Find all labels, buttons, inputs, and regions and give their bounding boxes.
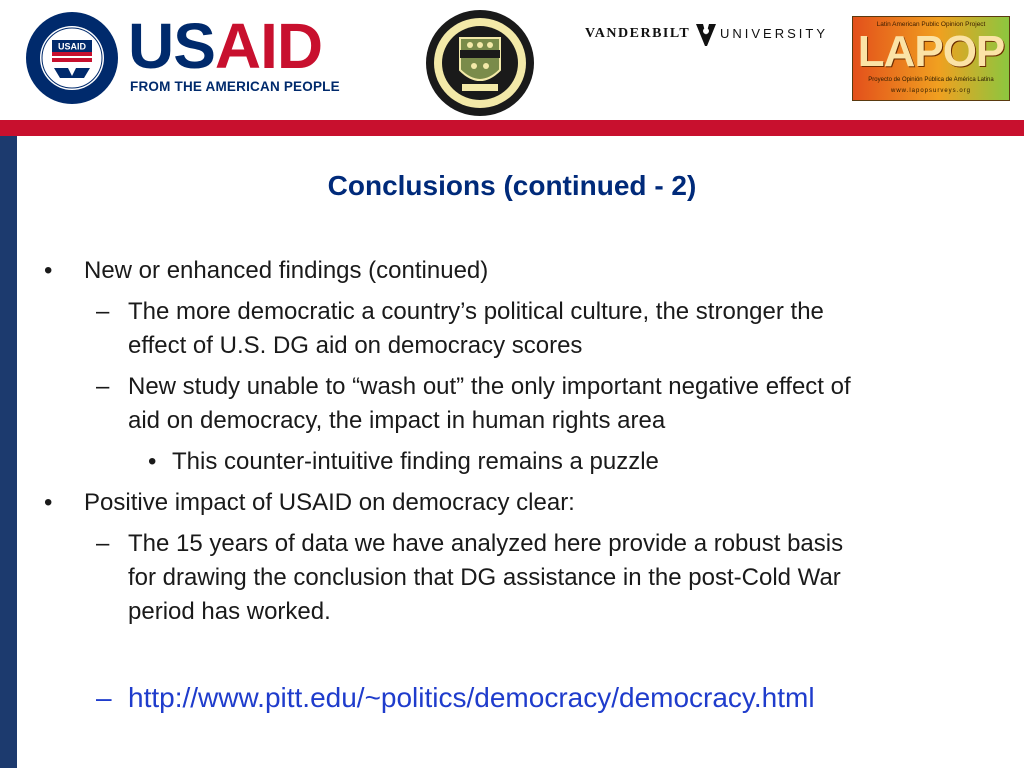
lapop-subtitle: Proyecto de Opinión Pública de América Latina	[868, 77, 994, 83]
usaid-word-aid: AID	[214, 10, 323, 82]
bullet-marker: •	[148, 448, 157, 475]
side-accent-bar	[0, 136, 17, 768]
usaid-wordmark	[128, 10, 323, 82]
vanderbilt-left-text: VANDERBILT	[585, 26, 691, 41]
vanderbilt-logo	[585, 26, 835, 48]
pitt-seal-logo	[424, 8, 536, 118]
dash-marker: –	[96, 298, 110, 325]
dash-marker: –	[96, 373, 110, 400]
lapop-url: www.lapopsurveys.org	[890, 88, 972, 94]
sub-1-line-1: The more democratic a country’s political culture, the stronger the	[128, 298, 824, 325]
usaid-tagline: FROM THE AMERICAN PEOPLE	[130, 79, 340, 94]
sub-2-line-2: aid on democracy, the impact in human rights area	[128, 407, 666, 434]
usaid-seal-logo	[24, 10, 120, 106]
bullet-1-text: New or enhanced findings (continued)	[84, 257, 489, 284]
usaid-word-us: US	[128, 10, 215, 82]
sub-3-line-1: The 15 years of data we have analyzed here provide a robust basis	[128, 530, 844, 557]
sub-3-line-3: period has worked.	[128, 598, 331, 625]
bullet-marker: •	[44, 489, 53, 516]
subsub-1-text: This counter-intuitive finding remains a puzzle	[172, 448, 659, 475]
vanderbilt-right-text: UNIVERSITY	[720, 26, 829, 41]
lapop-wordmark: LAPOP	[857, 27, 1005, 76]
sub-2-line-1: New study unable to “wash out” the only important negative effect of	[128, 373, 851, 400]
dash-marker: –	[96, 682, 112, 713]
lapop-top-text: Latin American Public Opinion Project	[876, 21, 986, 28]
header-logos	[0, 0, 1024, 120]
sub-1-line-2: effect of U.S. DG aid on democracy scores	[128, 332, 583, 359]
bullet-marker: •	[44, 257, 53, 284]
vanderbilt-v-oak-icon	[695, 23, 717, 47]
slide-title: Conclusions (continued - 2)	[327, 170, 697, 201]
democracy-link[interactable]: http://www.pitt.edu/~politics/democracy/democracy.html	[128, 682, 815, 713]
dash-marker: –	[96, 530, 110, 557]
sub-3-line-2: for drawing the conclusion that DG assistance in the post-Cold War	[128, 564, 841, 591]
usaid-seal-center: USAID	[57, 41, 87, 52]
bullet-2-text: Positive impact of USAID on democracy clear:	[84, 489, 575, 516]
lapop-logo	[852, 16, 1010, 101]
header-divider-bar	[0, 120, 1024, 136]
